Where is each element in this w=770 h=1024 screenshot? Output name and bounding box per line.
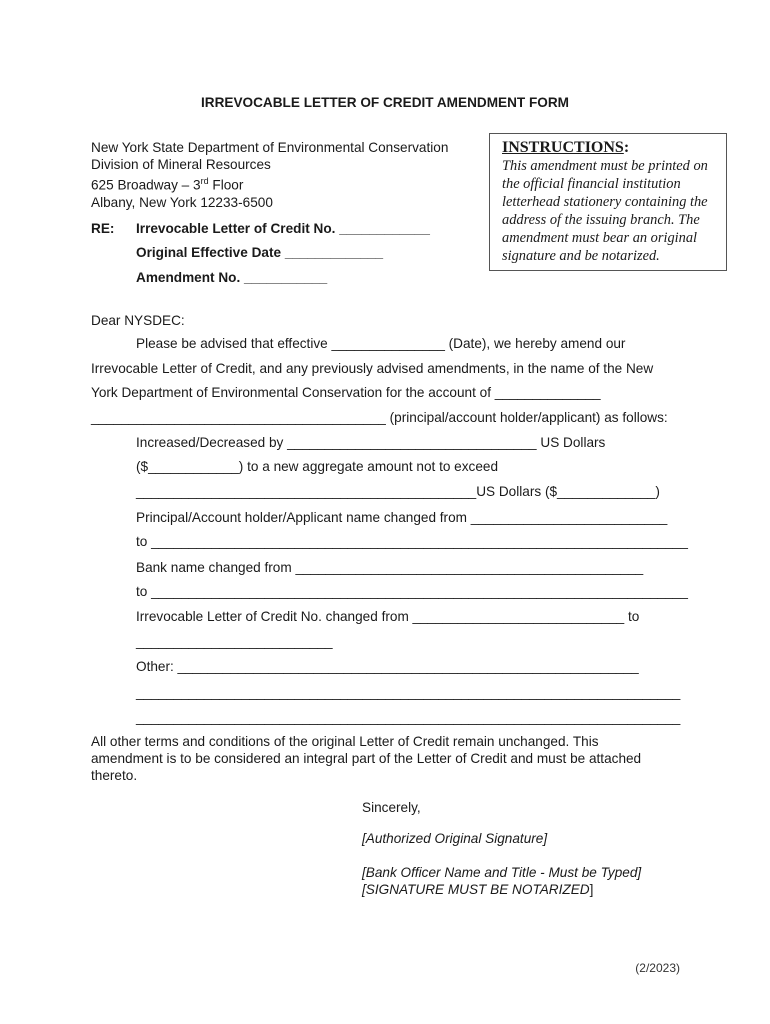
- option-text: Increased/Decreased by _________________________________ US Dollars: [136, 435, 606, 450]
- address-line: 625 Broadway – 3rd Floor: [91, 176, 244, 193]
- body-line: Irrevocable Letter of Credit, and any previously advised amendments, in the name of the New: [91, 361, 654, 376]
- amendment-number-field[interactable]: Amendment No. ___________: [136, 270, 328, 285]
- effective-date-field[interactable]: Original Effective Date _____________: [136, 245, 384, 260]
- address-block: [91, 139, 448, 211]
- option-text: Irrevocable Letter of Credit No. changed from ____________________________ to: [136, 609, 640, 624]
- bank-officer-name: [Bank Officer Name and Title - Must be Typed]: [362, 865, 642, 880]
- sincerely: Sincerely,: [362, 800, 421, 815]
- address-line: Division of Mineral Resources: [91, 157, 271, 172]
- instructions-heading: INSTRUCTIONS: [502, 139, 624, 156]
- loc-number-field[interactable]: Irrevocable Letter of Credit No. ____________: [136, 221, 430, 236]
- address-line: Albany, New York 12233-6500: [91, 194, 273, 210]
- body-line: _______________________________________ (principal/account holder/applicant) as follows:: [91, 410, 668, 425]
- authorized-signature: [Authorized Original Signature]: [362, 831, 548, 846]
- salutation: Dear NYSDEC:: [91, 313, 185, 328]
- option-text: ________________________________________________________________________: [136, 685, 681, 700]
- address-line: New York State Department of Environmental Conservation: [91, 140, 449, 155]
- option-text: ________________________________________________________________________: [136, 710, 681, 725]
- notarized-note: [SIGNATURE MUST BE NOTARIZED]: [362, 882, 594, 897]
- page-title: IRREVOCABLE LETTER OF CREDIT AMENDMENT FORM: [200, 95, 570, 110]
- instructions-box: INSTRUCTIONS: This amendment must be printed on the official financial institution letterhead stationery containing the address of the issuing branch. The amendment must bear an original signature and be notarized.: [489, 133, 727, 271]
- instructions-text: This amendment must be printed on the official financial institution letterhead stationery containing the address of the issuing branch. The amendment must bear an original signature and be notarized.: [502, 158, 708, 264]
- option-text: Principal/Account holder/Applicant name changed from __________________________: [136, 510, 668, 525]
- revision-date: (2/2023): [635, 961, 680, 975]
- body-line: Please be advised that effective _______________ (Date), we hereby amend our: [136, 336, 626, 351]
- body-line: York Department of Environmental Conservation for the account of ______________: [91, 385, 601, 400]
- option-text: _____________________________________________US Dollars ($_____________): [136, 484, 660, 499]
- option-text: Other: _____________________________________________________________: [136, 659, 639, 674]
- option-text: ($____________) to a new aggregate amount not to exceed: [136, 459, 499, 474]
- closing-paragraph: All other terms and conditions of the original Letter of Credit remain unchanged. This amendment is to be considered an integral part of the Letter of Credit and must be attached thereto.: [91, 734, 642, 783]
- option-text: to _______________________________________________________________________: [136, 534, 688, 549]
- option-text: Bank name changed from ______________________________________________: [136, 560, 644, 575]
- option-text: __________________________: [136, 634, 333, 649]
- re-label: RE:: [91, 221, 115, 236]
- option-text: to _______________________________________________________________________: [136, 584, 688, 599]
